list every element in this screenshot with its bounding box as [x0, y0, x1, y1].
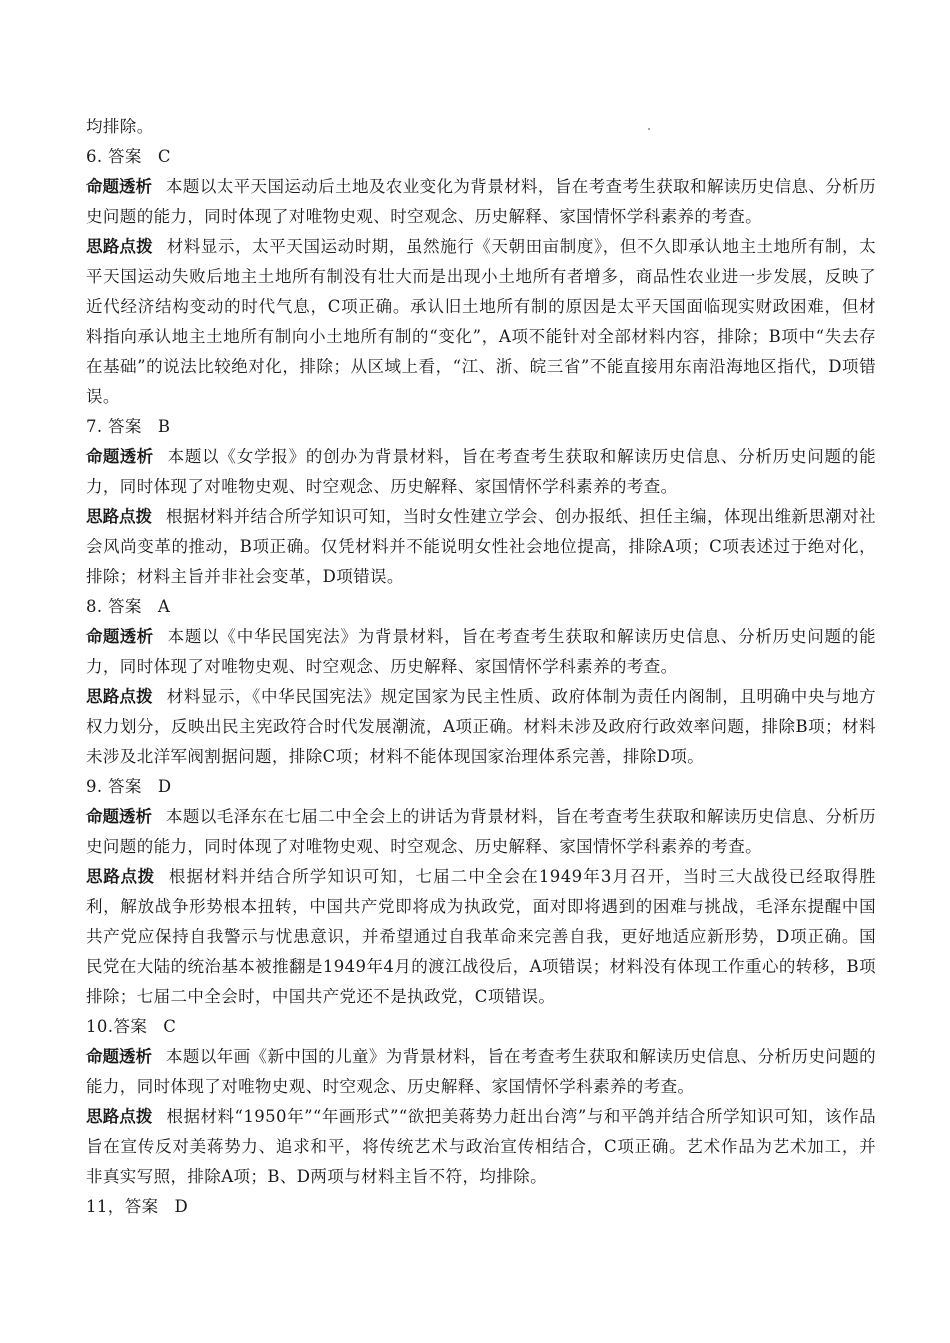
answer-word: 答案	[113, 1017, 148, 1036]
answer-line	[86, 772, 876, 802]
analysis-paragraph	[86, 622, 876, 682]
analysis-paragraph	[86, 442, 876, 502]
analysis-paragraph	[86, 1042, 876, 1102]
answer-value: C	[163, 1017, 177, 1036]
answer-item-10	[86, 1012, 876, 1192]
hint-text: 材料显示，太平天国运动时期，虽然施行《天朝田亩制度》，但不久即承认地主土地所有制，太平天国运动失败后地主土地所有制没有壮大而是出现小土地所有者增多，商品性农业进一步发展，反映了近代经济结构变动的时代气息，C项正确。承认旧土地所有制的原因是太平天国面临现实财政困难，但材料指向承认地主土地所有制向小土地所有制的“变化”，A项不能针对全部材料内容，排除；B项中“失去存在基础”的说法比较绝对化，排除；从区域上看，“江、浙、皖三省”不能直接用东南沿海地区指代，D项错误。	[86, 237, 876, 406]
hint-label: 思路点拨	[86, 687, 153, 706]
question-number: 10.	[86, 1017, 114, 1036]
hint-text: 根据材料并结合所学知识可知，七届二中全会在1949年3月召开，当时三大战役已经取得胜利，解放战争形势根本扭转，中国共产党即将成为执政党，面对即将遇到的困难与挑战，毛泽东提醒中国共产党应保持自我警示与忧患意识，并希望通过自我革命来完善自我，更好地适应新形势，D项正确。国民党在大陆的统治基本被推翻是1949年4月的渡江战役后，A项错误；材料没有体现工作重心的转移，B项排除；七届二中全会时，中国共产党还不是执政党，C项错误。	[86, 867, 877, 1006]
question-number: 11，	[86, 1197, 125, 1216]
analysis-text: 本题以《女学报》的创办为背景材料，旨在考查考生获取和解读历史信息、分析历史问题的能力，同时体现了对唯物史观、时空观念、历史解释、家国情怀学科素养的考查。	[86, 447, 877, 496]
analysis-paragraph	[86, 172, 876, 232]
analysis-label: 命题透析	[86, 627, 154, 646]
analysis-paragraph	[86, 802, 876, 862]
answer-line	[86, 1012, 876, 1042]
answer-word: 答案	[108, 597, 142, 616]
answer-line	[86, 592, 876, 622]
answer-word: 答案	[124, 1197, 159, 1216]
question-number: 7.	[86, 417, 103, 436]
hint-text: 根据材料并结合所学知识可知，当时女性建立学会、创办报纸、担任主编，体现出维新思潮对社会风尚变革的推动，B项正确。仅凭材料并不能说明女性社会地位提高，排除A项；C项表述过于绝对化，排除；材料主旨并非社会变革，D项错误。	[86, 507, 877, 586]
hint-paragraph	[86, 862, 876, 1012]
answer-item-6	[86, 142, 876, 412]
analysis-label: 命题透析	[86, 177, 153, 196]
hint-paragraph	[86, 232, 876, 412]
analysis-label: 命题透析	[86, 1047, 153, 1066]
answer-explanations	[86, 112, 876, 1222]
answer-item-11	[86, 1192, 876, 1222]
hint-label: 思路点拨	[86, 507, 153, 526]
question-number: 9.	[86, 777, 103, 796]
answer-value: D	[174, 1197, 189, 1216]
analysis-text: 本题以年画《新中国的儿童》为背景材料，旨在考查考生获取和解读历史信息、分析历史问题的能力，同时体现了对唯物史观、时空观念、历史解释、家国情怀学科素养的考查。	[86, 1047, 877, 1096]
answer-word: 答案	[108, 147, 142, 166]
previous-item-tail: 均排除。	[86, 117, 154, 136]
question-number: 6.	[86, 147, 103, 166]
hint-paragraph	[86, 502, 876, 592]
answer-word: 答案	[108, 417, 142, 436]
answer-value: A	[157, 597, 171, 616]
hint-text: 材料显示，《中华民国宪法》规定国家为民主性质、政府体制为责任内阁制，且明确中央与地方权力划分，反映出民主宪政符合时代发展潮流，A项正确。材料未涉及政府行政效率问题，排除B项；材料未涉及北洋军阀割据问题，排除C项；材料不能体现国家治理体系完善，排除D项。	[86, 687, 876, 766]
analysis-text: 本题以太平天国运动后土地及农业变化为背景材料，旨在考查考生获取和解读历史信息、分析历史问题的能力，同时体现了对唯物史观、时空观念、历史解释、家国情怀学科素养的考查。	[86, 177, 877, 226]
answer-item-9	[86, 772, 876, 1012]
answer-value: D	[157, 777, 172, 796]
answer-line	[86, 142, 876, 172]
hint-label: 思路点拨	[86, 867, 155, 886]
analysis-label: 命题透析	[86, 447, 154, 466]
analysis-text: 本题以《中华民国宪法》为背景材料，旨在考查考生获取和解读历史信息、分析历史问题的能力，同时体现了对唯物史观、时空观念、历史解释、家国情怀学科素养的考查。	[86, 627, 877, 676]
analysis-text: 本题以毛泽东在七届二中全会上的讲话为背景材料，旨在考查考生获取和解读历史信息、分析历史问题的能力，同时体现了对唯物史观、时空观念、历史解释、家国情怀学科素养的考查。	[86, 807, 877, 856]
hint-label: 思路点拨	[86, 237, 153, 256]
hint-paragraph	[86, 1102, 876, 1192]
answer-value: C	[157, 147, 171, 166]
question-number: 8.	[86, 597, 103, 616]
answer-item-8	[86, 592, 876, 772]
answer-item-7	[86, 412, 876, 592]
hint-text: 根据材料“1950年”“年画形式”“欲把美蒋势力赶出台湾”与和平鸽并结合所学知识可知，该作品旨在宣传反对美蒋势力、追求和平，将传统艺术与政治宣传相结合，C项正确。艺术作品为艺术加工，并非真实写照，排除A项；B、D两项与材料主旨不符，均排除。	[86, 1107, 876, 1186]
answer-word: 答案	[108, 777, 142, 796]
hint-label: 思路点拨	[86, 1107, 153, 1126]
answer-line	[86, 412, 876, 442]
answer-line	[86, 1192, 876, 1222]
hint-paragraph	[86, 682, 876, 772]
analysis-label: 命题透析	[86, 807, 153, 826]
answer-value: B	[157, 417, 171, 436]
